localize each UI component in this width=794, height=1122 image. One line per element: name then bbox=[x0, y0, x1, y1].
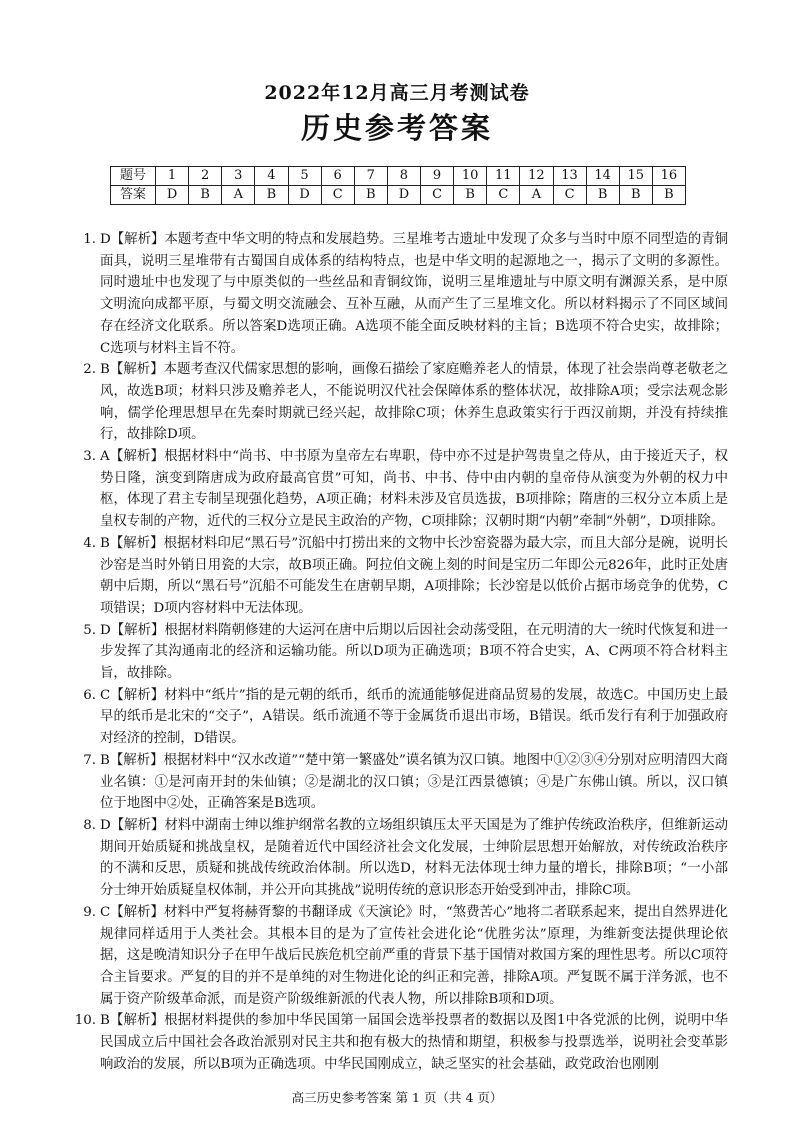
item-number: 6. bbox=[83, 687, 96, 703]
answer-cell: B bbox=[189, 186, 222, 205]
item-text: C【解析】材料中严复将赫胥黎的书翻译成《天演论》时，“煞费苦心”地将二者联系起来，提出自然界进化规律同样适用于人类社会。其根本目的是为了宣传社会进化论“优胜劣汰”原理，为维新变法提供理论依据，这是晚清知识分子在甲午战后民族危机空前严重的背景下基于国情对救国方案的理性思考。所以C项符合主旨要求。严复的目的并不是单纯的对生物进化论的纠正和完善，排除A项。严复既不属于洋务派，也不属于资产阶级革命派，而是资产阶级维新派的代表人物，所以排除B项和D项。 bbox=[100, 904, 728, 1007]
item-text: B【解析】本题考查汉代儒家思想的影响，画像石描绘了家庭赡养老人的情景，体现了社会崇尚尊老敬老之风，故选B项；材料只涉及赡养老人，不能说明汉代社会保障体系的整体状况，故排除A项；受宗法观念影响，儒学伦理思想早在先秦时期就已经兴起，故排除C项；休养生息政策实行于西汉前期，并没有持续推行，故排除D项。 bbox=[100, 362, 728, 443]
answer-cell: B bbox=[586, 186, 619, 205]
explanation-item bbox=[72, 685, 728, 750]
question-number: 13 bbox=[553, 167, 586, 186]
item-text: D【解析】根据材料隋朝修建的大运河在唐中后期以后因社会动荡受阻，在元明清的大一统时代恢复和进一步发挥了其沟通南北的经济和运输功能。所以D项为正确选项；B项不符合史实，A、C两项不符合材料主旨，故排除。 bbox=[100, 622, 728, 682]
exam-title: 2022年12月高三月考测试卷 bbox=[264, 82, 530, 104]
item-number: 9. bbox=[83, 904, 96, 920]
item-number: 1. bbox=[83, 232, 96, 247]
explanation-item bbox=[72, 750, 728, 815]
item-text: C【解析】材料中“纸片”指的是元朝的纸币，纸币的流通能够促进商品贸易的发展，故选C。中国历史上最早的纸币是北宋的“交子”，A错误。纸币流通不等于金属货币退出市场，B错误。纸币发行有利于加强政府对经济的控制，D错误。 bbox=[100, 687, 728, 747]
question-number: 2 bbox=[189, 167, 222, 186]
answer-cell: B bbox=[619, 186, 652, 205]
answer-cell: D bbox=[387, 186, 420, 205]
question-number: 1 bbox=[156, 167, 189, 186]
document-title: 历史参考答案 bbox=[300, 111, 493, 145]
item-text: B【解析】根据材料提供的参加中华民国第一届国会选举投票者的数据以及图1中各党派的比例，说明中华民国成立后中国社会各政治派别对民主共和抱有极大的热情和期望，积极参与投票选举，说明社会变革影响政治的发展，所以B项为正确选项。中华民国刚成立，缺乏坚实的社会基础，政党政治也刚刚 bbox=[100, 1013, 728, 1072]
item-text: D【解析】本题考查中华文明的特点和发展趋势。三星堆考古遗址中发现了众多与当时中原不同型造的青铜面具，说明三星堆带有古蜀国自成体系的结构特点，也是中华文明的起源地之一，揭示了文明的多源性。同时遗址中也发现了与中原类似的一些丝品和青铜纹饰，说明三星堆遗址与中原文明有渊源关系，是中原文明流向成都平原，与蜀文明交流融会、互补互融，从而产生了三星堆文化。所以材料揭示了不同区域间存在经济文化联系。所以答案D选项正确。A选项不能全面反映材料的主旨；B选项不符合史实，故排除；C选项与材料主旨不符。 bbox=[100, 232, 728, 356]
item-text: D【解析】材料中湖南士绅以维护纲常名教的立场组织镇压太平天国是为了维护传统政治秩序，但维新运动期间开始质疑和挑战皇权，是随着近代中国经济社会文化发展，士绅阶层思想开始解放，对传统政治秩序的不满和反思，质疑和挑战传统政治体制。所以选D，材料无法体现士绅力量的增长，排除B项；“一小部分士绅开始质疑皇权体制，并公开向其挑战”说明传统的意识形态开始受到冲击，排除C项。 bbox=[100, 817, 728, 899]
answer-cell: A bbox=[222, 186, 255, 205]
explanation-item bbox=[72, 533, 728, 620]
explanation-item bbox=[72, 1010, 728, 1075]
explanation-item bbox=[72, 229, 728, 359]
explanation-item bbox=[72, 620, 728, 685]
answer-cell: B bbox=[652, 186, 685, 205]
answer-row bbox=[111, 186, 686, 205]
answer-cell: B bbox=[255, 186, 288, 205]
item-number: 5. bbox=[83, 622, 96, 638]
item-number: 4. bbox=[83, 535, 96, 551]
question-number: 7 bbox=[354, 167, 387, 186]
question-number: 12 bbox=[520, 167, 553, 186]
explanation-item bbox=[72, 902, 728, 1011]
page-footer: 高三历史参考答案 第 1 页（共 4 页） bbox=[291, 1090, 503, 1105]
question-number: 3 bbox=[222, 167, 255, 186]
answer-cell: B bbox=[354, 186, 387, 205]
item-number: 7. bbox=[83, 752, 96, 768]
answer-table bbox=[110, 166, 686, 205]
question-number: 15 bbox=[619, 167, 652, 186]
item-number: 3. bbox=[83, 449, 96, 465]
question-number-row bbox=[111, 167, 686, 186]
answer-cell: C bbox=[487, 186, 520, 205]
item-text: A【解析】根据材料中“尚书、中书原为皇帝左右卑职，侍中亦不过是护驾贵皇之侍从，由于接近天子，权势日隆，演变到隋唐成为政府最高官贯”可知，尚书、中书、侍中由内朝的皇帝侍从演变为外朝的权力中枢，体现了君主专制呈现强化趋势，A项正确；材料未涉及官员选拔，B项排除；隋唐的三权分立本质上是皇权专制的产物，近代的三权分立是民主政治的产物，C项排除；汉朝时期“内朝”牵制“外朝”，D项排除。 bbox=[100, 449, 728, 530]
explanation-item bbox=[72, 359, 728, 446]
answer-cell: C bbox=[321, 186, 354, 205]
answer-cell: C bbox=[553, 186, 586, 205]
question-number: 9 bbox=[421, 167, 454, 186]
item-number: 2. bbox=[83, 362, 96, 378]
question-number: 11 bbox=[487, 167, 520, 186]
question-number: 10 bbox=[454, 167, 487, 186]
answer-cell: B bbox=[454, 186, 487, 205]
item-text: B【解析】根据材料中“汉水改道”“楚中第一繁盛处”谟名镇为汉口镇。地图中①②③④分别对应明清四大商业名镇：①是河南开封的朱仙镇；②是湖北的汉口镇；③是江西景德镇；④是广东佛山镇。所以，汉口镇位于地图中②处，正确答案是B选项。 bbox=[100, 752, 728, 812]
item-number: 8. bbox=[83, 817, 96, 833]
question-number: 8 bbox=[387, 167, 420, 186]
item-text: B【解析】根据材料印尼“黑石号”沉船中打捞出来的文物中长沙窑瓷器为最大宗，而且大部分是碗，说明长沙窑是当时外销日用瓷的大宗，故B项正确。阿拉伯文碗上刻的时间是宝历二年即公元826年，此时正处唐朝中后期，所以“黑石号”沉船不可能发生在唐朝早期，A项排除；长沙窑是以低价占据市场竞争的优势，C项错误；D项内容材料中无法体现。 bbox=[100, 535, 728, 616]
row-label-answer: 答案 bbox=[111, 186, 156, 205]
answer-cell: C bbox=[421, 186, 454, 205]
explanation-list bbox=[72, 229, 728, 1075]
explanation-item bbox=[72, 815, 728, 902]
question-number: 5 bbox=[288, 167, 321, 186]
item-number: 10. bbox=[74, 1013, 96, 1029]
question-number: 14 bbox=[586, 167, 619, 186]
answer-cell: D bbox=[288, 186, 321, 205]
question-number: 6 bbox=[321, 167, 354, 186]
question-number: 4 bbox=[255, 167, 288, 186]
row-label-number: 题号 bbox=[111, 167, 156, 186]
answer-cell: A bbox=[520, 186, 553, 205]
question-number: 16 bbox=[652, 167, 685, 186]
answer-cell: D bbox=[156, 186, 189, 205]
explanation-item bbox=[72, 446, 728, 533]
